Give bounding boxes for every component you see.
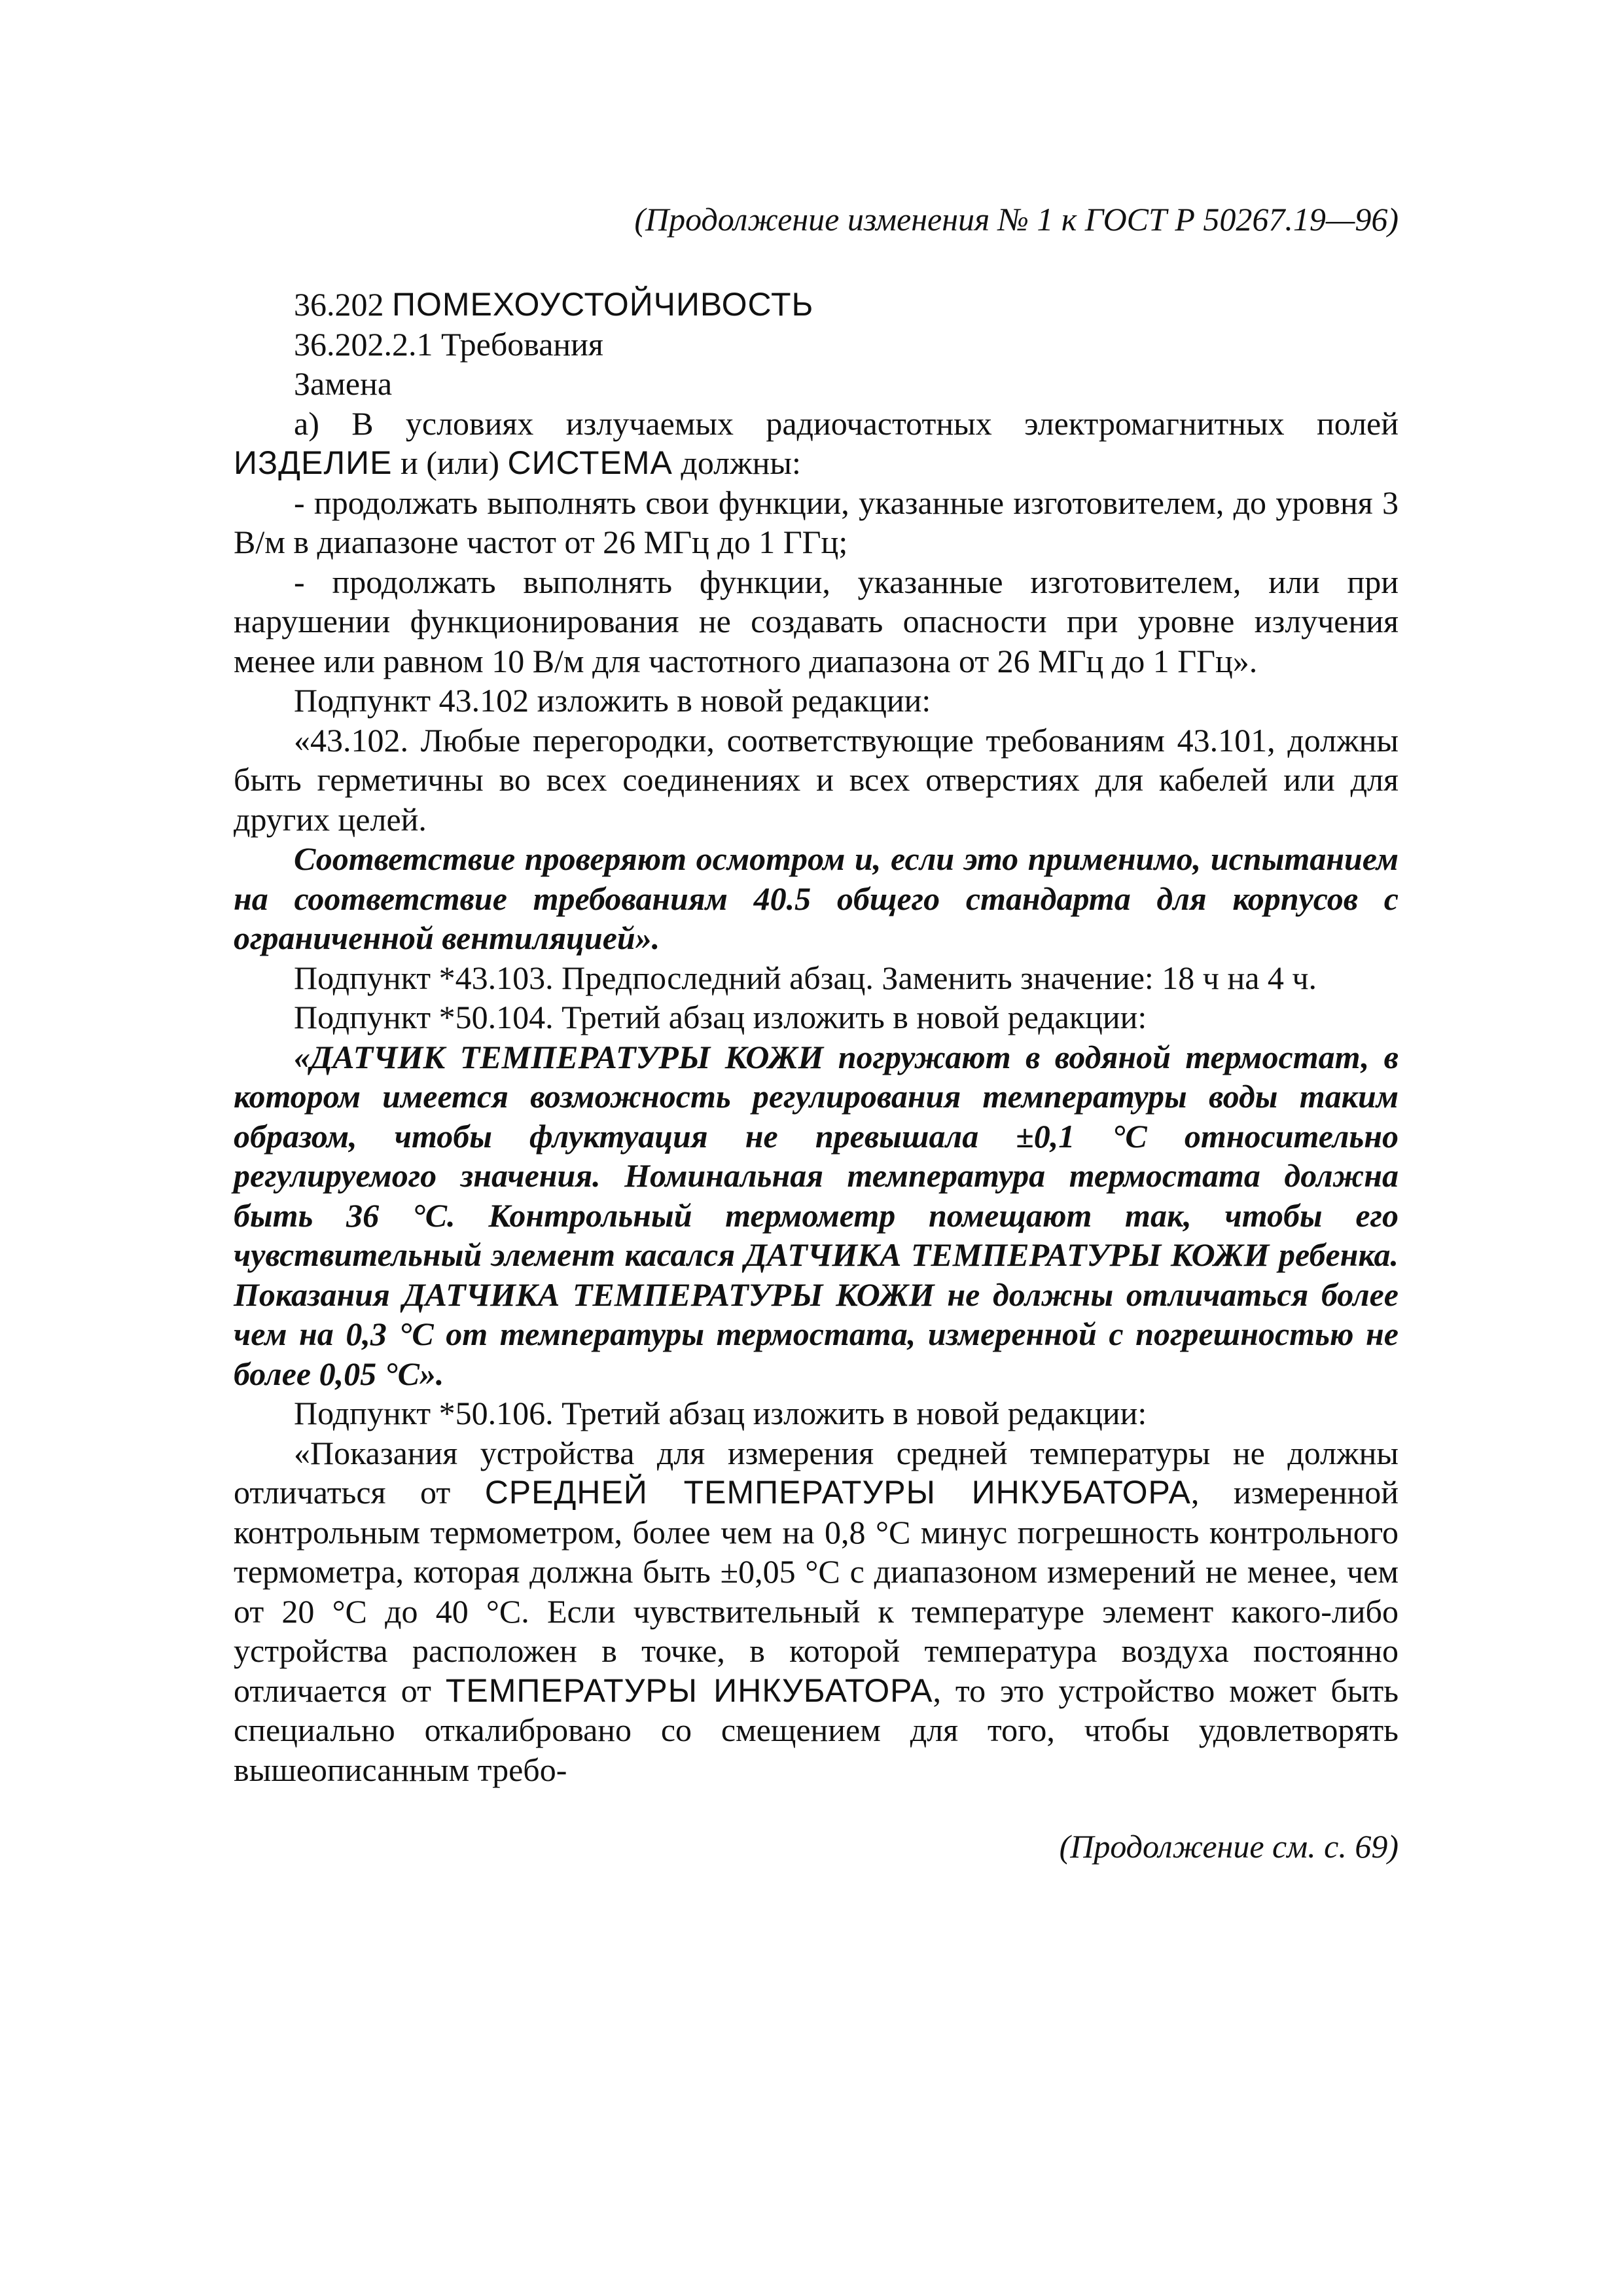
document-page bbox=[234, 196, 1399, 1869]
dash-item-1: - продолжать выполнять свои функции, указанные изготовителем, до уровня 3 В/м в диапазоне частот от 26 МГц до 1 ГГц; bbox=[234, 484, 1399, 560]
clause-43-102-text: «43.102. Любые перегородки, соответствующие требованиям 43.101, должны быть герметичны во всех соединениях и всех отверстиях для кабелей или для других целей. bbox=[234, 721, 1399, 838]
continuation-footer: (Продолжение см. с. 69) bbox=[1059, 1828, 1399, 1865]
section-number: 36.202 bbox=[294, 286, 384, 323]
clause-43-102-intro: Подпункт 43.102 изложить в новой редакции: bbox=[294, 682, 931, 719]
term-avg-incubator-temp: СРЕДНЕЙ ТЕМПЕРАТУРЫ ИНКУБАТОРА bbox=[484, 1474, 1191, 1511]
term-sistema: СИСТЕМА bbox=[507, 444, 673, 481]
clause-43-103: Подпункт *43.103. Предпоследний абзац. Заменить значение: 18 ч на 4 ч. bbox=[294, 959, 1317, 996]
clause-50-104-italic: «ДАТЧИК ТЕМПЕРАТУРЫ КОЖИ погружают в водяной термостат, в котором имеется возможность регулирования температуры воды таким образом, чтобы флуктуация не превышала ±0,1 °С относительно регулируемого значения. Номинальная температура термостата должна быть 36 °С. Контрольный термометр помещают так, чтобы его чувствительный элемент касался ДАТЧИКА ТЕМПЕРАТУРЫ КОЖИ ребенка. Показания ДАТЧИКА ТЕМПЕРАТУРЫ КОЖИ не должны отличаться более чем на 0,3 °С от температуры термостата, измеренной с погрешностью не более 0,05 °С». bbox=[234, 1038, 1399, 1392]
subsection-title: 36.202.2.1 Требования bbox=[294, 325, 603, 363]
term-incubator-temp: ТЕМПЕРАТУРЫ ИНКУБАТОРА bbox=[445, 1672, 933, 1709]
term-izdelie: ИЗДЕЛИЕ bbox=[234, 444, 393, 481]
continuation-header: (Продолжение изменения № 1 к ГОСТ Р 50267.19—96) bbox=[634, 201, 1399, 238]
dash-item-2: - продолжать выполнять функции, указанные изготовителем, или при нарушении функционирования не создавать опасности при уровне излучения менее или равном 10 В/м для частотного диапазона от 26 МГц до 1 ГГц». bbox=[234, 563, 1399, 679]
clause-43-102-italic: Соответствие проверяют осмотром и, если это применимо, испытанием на соответствие требованиям 40.5 общего стандарта для корпусов с ограниченной вентиляцией». bbox=[234, 840, 1399, 956]
paragraph-a: а) В условиях излучаемых радиочастотных электромагнитных полей ИЗДЕЛИЕ и (или) СИСТЕМА должны: bbox=[234, 404, 1399, 481]
clause-50-106-text: «Показания устройства для измерения средней температуры не должны отличаться от СРЕДНЕЙ ТЕМПЕРАТУРЫ ИНКУБАТОРА, измеренной контрольным термометром, более чем на 0,8 °С минус погрешность контрольного термометра, которая должна быть ±0,05 °С с диапазоном измерений не менее, чем от 20 °С до 40 °С. Если чувствительный к температуре элемент какого-либо устройства расположен в точке, в которой температура воздуха постоянно отличается от ТЕМПЕРАТУРЫ ИНКУБАТОРА, то это устройство может быть специально откалибровано со смещением для того, чтобы удовлетворять вышеописанным требо- bbox=[234, 1434, 1399, 1788]
document-body bbox=[234, 285, 1399, 1789]
clause-50-104-intro: Подпункт *50.104. Третий абзац изложить в новой редакции: bbox=[294, 999, 1147, 1035]
replace-label: Замена bbox=[294, 365, 393, 402]
section-title bbox=[234, 285, 1399, 325]
section-heading: ПОМЕХОУСТОЙЧИВОСТЬ bbox=[392, 286, 814, 323]
clause-50-106-intro: Подпункт *50.106. Третий абзац изложить в новой редакции: bbox=[294, 1395, 1147, 1431]
